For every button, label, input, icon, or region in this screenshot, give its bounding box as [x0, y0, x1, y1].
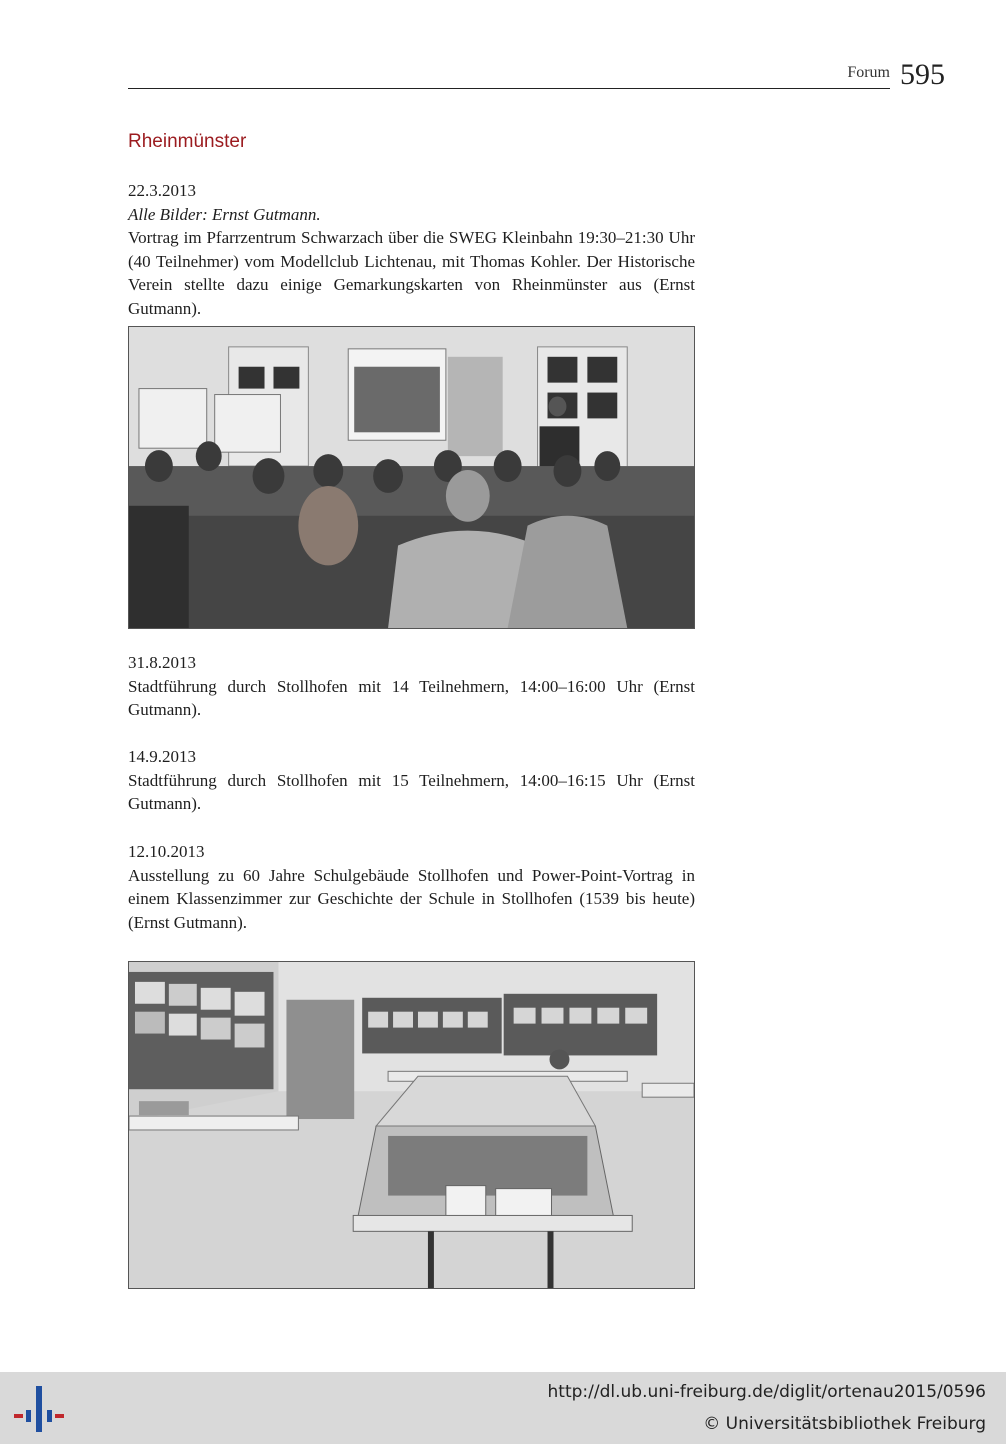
footer-bar	[0, 1372, 1006, 1444]
header-rule	[128, 88, 890, 89]
entry-3	[128, 745, 695, 816]
entry-date: 14.9.2013	[128, 747, 196, 766]
entry-body: Ausstellung zu 60 Jahre Schulgebäude Stollhofen und Power-Point-Vortrag in einem Klassenzimmer zur Geschichte der Schule in Stollhofen (1539 bis heute) (Ernst Gutmann).	[128, 865, 695, 932]
entry-body: Stadtführung durch Stollhofen mit 14 Teilnehmern, 14:00–16:00 Uhr (Ernst Gutmann).	[128, 676, 695, 719]
entry-2	[128, 651, 695, 722]
library-logo-icon	[14, 1384, 64, 1434]
photo-lecture	[128, 326, 695, 629]
entry-body: Vortrag im Pfarrzentrum Schwarzach über die SWEG Kleinbahn 19:30–21:30 Uhr (40 Teilnehmer) vom Modellclub Lichtenau, mit Thomas Kohler. Der Historische Verein stellte dazu einige Gemarkungskarten von Rheinmünster aus (Ernst Gutmann).	[128, 228, 695, 318]
photo-exhibition	[128, 961, 695, 1289]
footer-url[interactable]: http://dl.ub.uni-freiburg.de/diglit/ortenau2015/0596	[547, 1382, 986, 1402]
entry-date: 31.8.2013	[128, 653, 196, 672]
entry-date: 22.3.2013	[128, 181, 196, 200]
entry-4	[128, 840, 695, 934]
entry-body: Stadtführung durch Stollhofen mit 15 Teilnehmern, 14:00–16:15 Uhr (Ernst Gutmann).	[128, 770, 695, 813]
photo-credit: Alle Bilder: Ernst Gutmann.	[128, 204, 321, 224]
header-label: Forum	[847, 64, 890, 81]
footer-copyright: © Universitätsbibliothek Freiburg	[703, 1414, 986, 1434]
entry-date: 12.10.2013	[128, 842, 205, 861]
page-number: 595	[900, 58, 945, 91]
entry-1	[128, 179, 695, 320]
section-heading: Rheinmünster	[128, 131, 247, 152]
